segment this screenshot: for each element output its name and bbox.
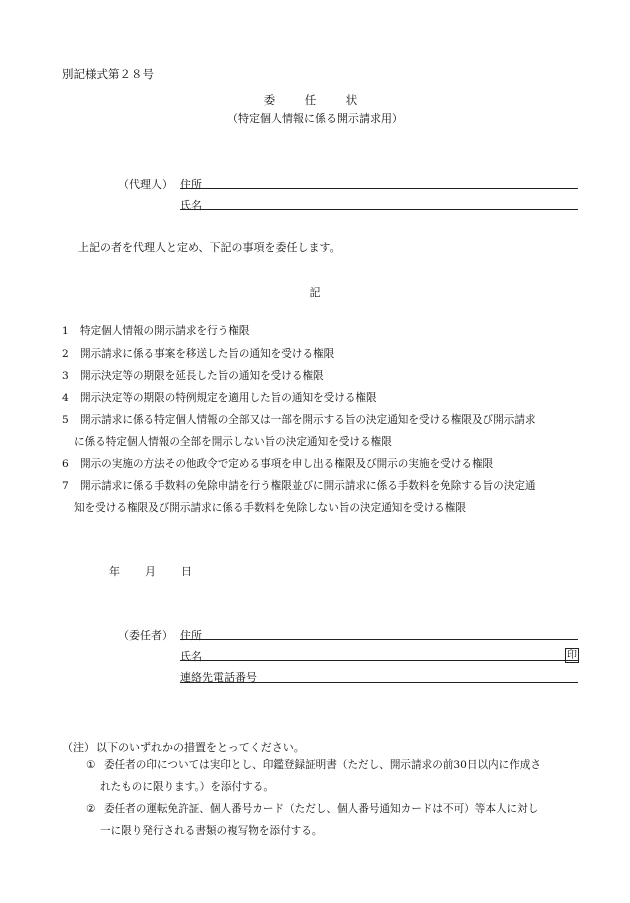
- list-item: [62, 476, 592, 518]
- principal-name-field[interactable]: [180, 660, 578, 661]
- note-item: [86, 799, 591, 841]
- item-number: 6: [62, 458, 69, 470]
- item-text-cont: 知を受ける権限及び開示請求に係る手数料を免除しない旨の決定通知を受ける権限: [74, 502, 466, 514]
- note-heading: 以下のいずれかの措置をとってください。: [96, 741, 305, 754]
- agent-name-label: 氏名: [180, 199, 202, 212]
- intro-text: 上記の者を代理人と定め、下記の事項を委任します。: [78, 241, 341, 254]
- list-item: [62, 388, 592, 408]
- list-item: [62, 321, 592, 341]
- item-text-cont: に係る特定個人情報の全部を開示しない旨の決定通知を受ける権限: [74, 436, 392, 448]
- note-mark: ①: [86, 759, 96, 771]
- list-item: [62, 454, 592, 474]
- item-text: 開示の実施の方法その他政令で定める事項を申し出る権限及び開示の実施を受ける権限: [80, 458, 494, 470]
- agent-label: （代理人）: [118, 178, 173, 191]
- list-item: [62, 366, 592, 386]
- date-month: 月: [145, 565, 156, 578]
- item-text: 開示決定等の期限を延長した旨の通知を受ける権限: [80, 370, 324, 382]
- principal-phone-field[interactable]: [180, 682, 578, 683]
- item-text: 特定個人情報の開示請求を行う権限: [80, 325, 250, 337]
- list-item: [62, 344, 592, 364]
- agent-name-field[interactable]: [180, 209, 578, 210]
- note-text-cont: れたものに限ります。）を添付する。: [100, 781, 274, 793]
- agent-address-label: 住所: [180, 178, 202, 191]
- page-subtitle: （特定個人情報に係る開示請求用）: [227, 112, 403, 125]
- principal-label: （委任者）: [118, 629, 173, 642]
- note-label: （注）: [62, 741, 95, 754]
- principal-name-label: 氏名: [180, 650, 202, 663]
- agent-address-field[interactable]: [180, 188, 578, 189]
- note-item: [86, 755, 591, 797]
- note-text: 委任者の印については実印とし、印鑑登録証明書（ただし、開示請求の前30日以内に作成さ: [104, 759, 542, 771]
- note-mark: ②: [86, 803, 96, 815]
- item-number: 5: [62, 414, 69, 426]
- list-item: [62, 410, 592, 452]
- item-text: 開示決定等の期限の特例規定を適用した旨の通知を受ける権限: [80, 392, 377, 404]
- item-number: 2: [62, 348, 69, 360]
- item-number: 3: [62, 370, 69, 382]
- item-text: 開示請求に係る手数料の免除申請を行う権限並びに開示請求に係る手数料を免除する旨の決定通: [80, 480, 536, 492]
- item-number: 4: [62, 392, 69, 404]
- form-number: 別記様式第２８号: [62, 67, 154, 81]
- page-title: 委 任 状: [263, 93, 367, 107]
- date-year: 年: [109, 565, 120, 578]
- item-text: 開示請求に係る特定個人情報の全部又は一部を開示する旨の決定通知を受ける権限及び開示請求: [80, 414, 536, 426]
- date-day: 日: [181, 565, 192, 578]
- note-text-cont: 一に限り発行される書類の複写物を添付する。: [100, 825, 323, 837]
- ki-heading: 記: [309, 286, 321, 299]
- item-text: 開示請求に係る事案を移送した旨の通知を受ける権限: [80, 348, 335, 360]
- item-number: 7: [62, 480, 69, 492]
- item-number: 1: [62, 325, 69, 337]
- note-text: 委任者の運転免許証、個人番号カード（ただし、個人番号通知カードは不可）等本人に対し: [104, 803, 539, 815]
- seal-mark: 印: [567, 650, 577, 661]
- principal-address-label: 住所: [180, 629, 202, 642]
- principal-phone-label: 連絡先電話番号: [180, 671, 257, 684]
- principal-address-field[interactable]: [180, 639, 578, 640]
